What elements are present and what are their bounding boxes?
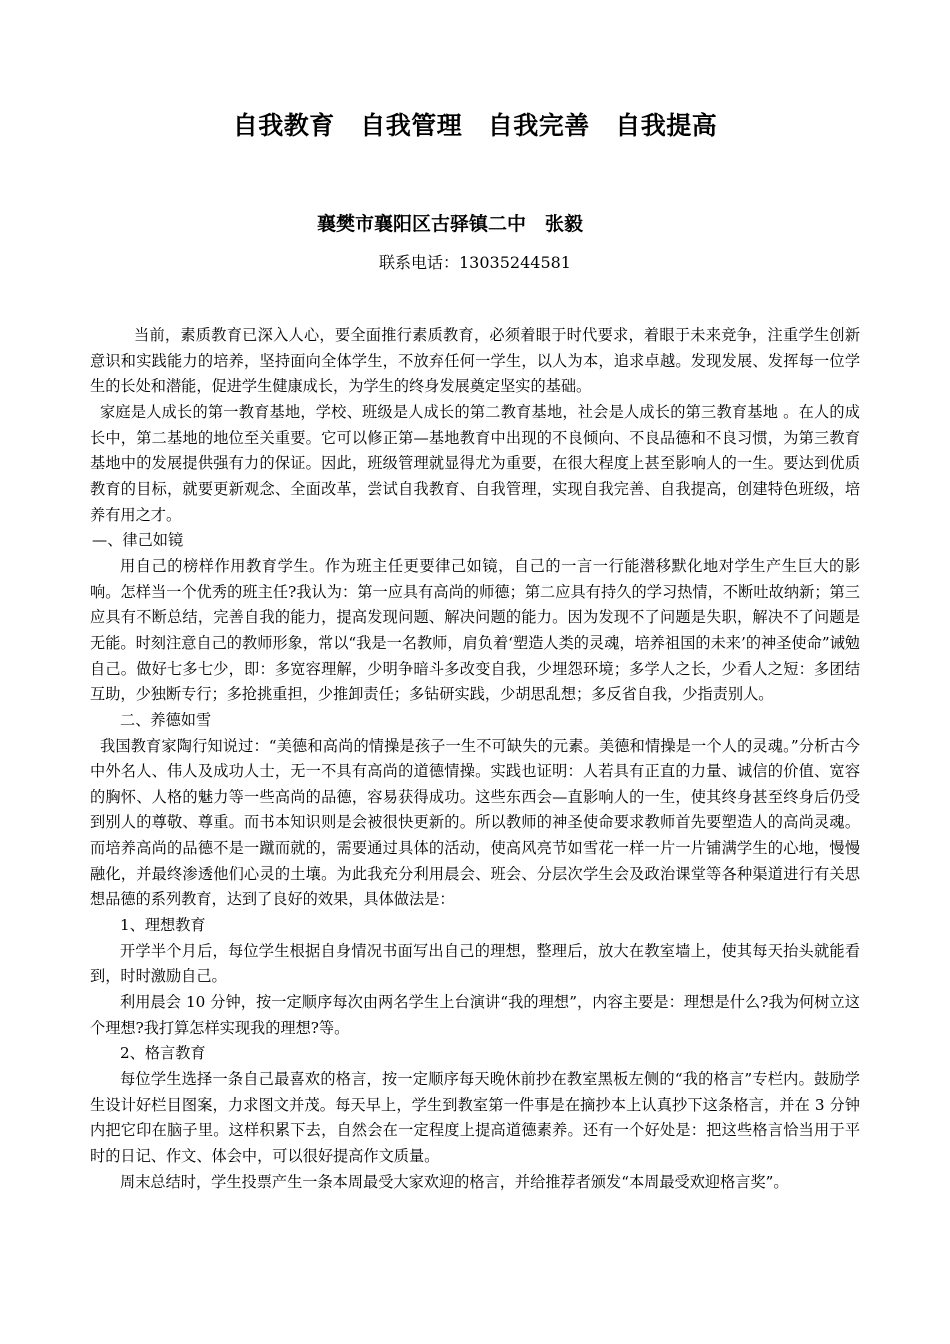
subsection-heading-2: 2、格言教育 xyxy=(120,1044,206,1063)
document-title: 自我教育 自我管理 自我完善 自我提高 xyxy=(232,111,718,140)
section-heading-1: —、律己如镜 xyxy=(92,531,184,550)
author-line: 襄樊市襄阳区古驿镇二中 张毅 xyxy=(316,213,583,235)
paragraph-section-2: 我国教育家陶行知说过：“美德和高尚的情操是孩子一生不可缺失的元素。美德和情操是一个人的灵魂。”分析古今中外名人、伟人及成功人士，无一不具有高尚的道德情操。实践也证明：人若具有正直的力量、诚信的价值、宽容的胸怀、人格的魅力等一些高尚的品德，容易获得成功。这些东西会—直影响人的一生，使其终身甚至终身后仍受到别人的尊敬、尊重。而书本知识则是会被很快更新的。所以教师的神圣使命要求教师首先要塑造人的高尚灵魂。而培养高尚的品德不是一蹴而就的，需要通过具体的活动，使高风亮节如雪花一样一片一片铺满学生的心地，慢慢融化，并最终渗透他们心灵的土壤。为此我充分利用晨会、班会、分层次学生会及政治课堂等各种渠道进行有关思想品德的系列教育，达到了良好的效果，具体做法是： xyxy=(90,736,860,909)
subsection-heading-1: 1、理想教育 xyxy=(120,916,206,935)
article-body xyxy=(90,323,860,1195)
paragraph-ideal-2: 利用晨会 10 分钟，按一定顺序每次由两名学生上台演讲“我的理想”，内容主要是：理想是什么?我为何树立这个理想?我打算怎样实现我的理想?等。 xyxy=(90,993,860,1037)
paragraph-family-school: 家庭是人成长的第一教育基地，学校、班级是人成长的第二教育基地，社会是人成长的第三教育基地 。在人的成长中，第二基地的地位至关重要。它可以修正第—基地教育中出现的不良倾向、不良品德和不良习惯，为第三教育基地中的发展提供强有力的保证。因此，班级管理就显得尤为重要，在很大程度上甚至影响人的一生。要达到优质教育的目标，就要更新观念、全面改革，尝试自我教育、自我管理，实现自我完善、自我提高，创建特色班级，培养有用之才。 xyxy=(90,402,860,524)
paragraph-section-1: 用自己的榜样作用教育学生。作为班主任更要律己如镜，自己的一言一行能潜移默化地对学生产生巨大的影响。怎样当一个优秀的班主任?我认为：第一应具有高尚的师德；第二应具有持久的学习热情，不断吐故纳新；第三应具有不断总结，完善自我的能力，提高发现问题、解决问题的能力。因为发现不了问题是失职，解决不了问题是无能。时刻注意自己的教师形象，常以“我是一名教师，肩负着‘塑造人类的灵魂，培养祖国的未来’的神圣使命”诫勉自己。做好七多七少，即：多宽容理解，少明争暗斗多改变自我，少埋怨环境；多学人之长，少看人之短：多团结互助，少独断专行；多抢挑重担，少推卸责任；多钻研实践，少胡思乱想；多反省自我，少指责别人。 xyxy=(90,556,860,704)
paragraph-motto-1: 每位学生选择一条自己最喜欢的格言，按一定顺序每天晚休前抄在教室黑板左侧的“我的格言”专栏内。鼓励学生设计好栏目图案，力求图文并茂。每天早上，学生到教室第一件事是在摘抄本上认真抄下这条格言，并在 3 分钟内把它印在脑子里。这样积累下去，自然会在一定程度上提高道德素养。还有一个好处是：把这些格言恰当用于平时的日记、作文、体会中，可以很好提高作文质量。 xyxy=(90,1070,860,1165)
paragraph-intro: 当前，素质教育已深入人心，要全面推行素质教育，必须着眼于时代要求，着眼于未来竞争，注重学生创新意识和实践能力的培养，坚持面向全体学生，不放弃任何一学生，以人为本，追求卓越。发现发展、发挥每一位学生的长处和潜能，促进学生健康成长，为学生的终身发展奠定坚实的基础。 xyxy=(90,326,860,396)
section-heading-2: 二、养德如雪 xyxy=(120,710,212,729)
paragraph-ideal-1: 开学半个月后，每位学生根据自身情况书面写出自己的理想，整理后，放大在教室墙上，使其每天抬头就能看到，时时激励自己。 xyxy=(90,941,860,986)
contact-phone: 联系电话：13035244581 xyxy=(379,253,571,272)
paragraph-motto-2: 周末总结时，学生投票产生一条本周最受大家欢迎的格言，并给推荐者颁发“本周最受欢迎格言奖”。 xyxy=(120,1172,789,1191)
